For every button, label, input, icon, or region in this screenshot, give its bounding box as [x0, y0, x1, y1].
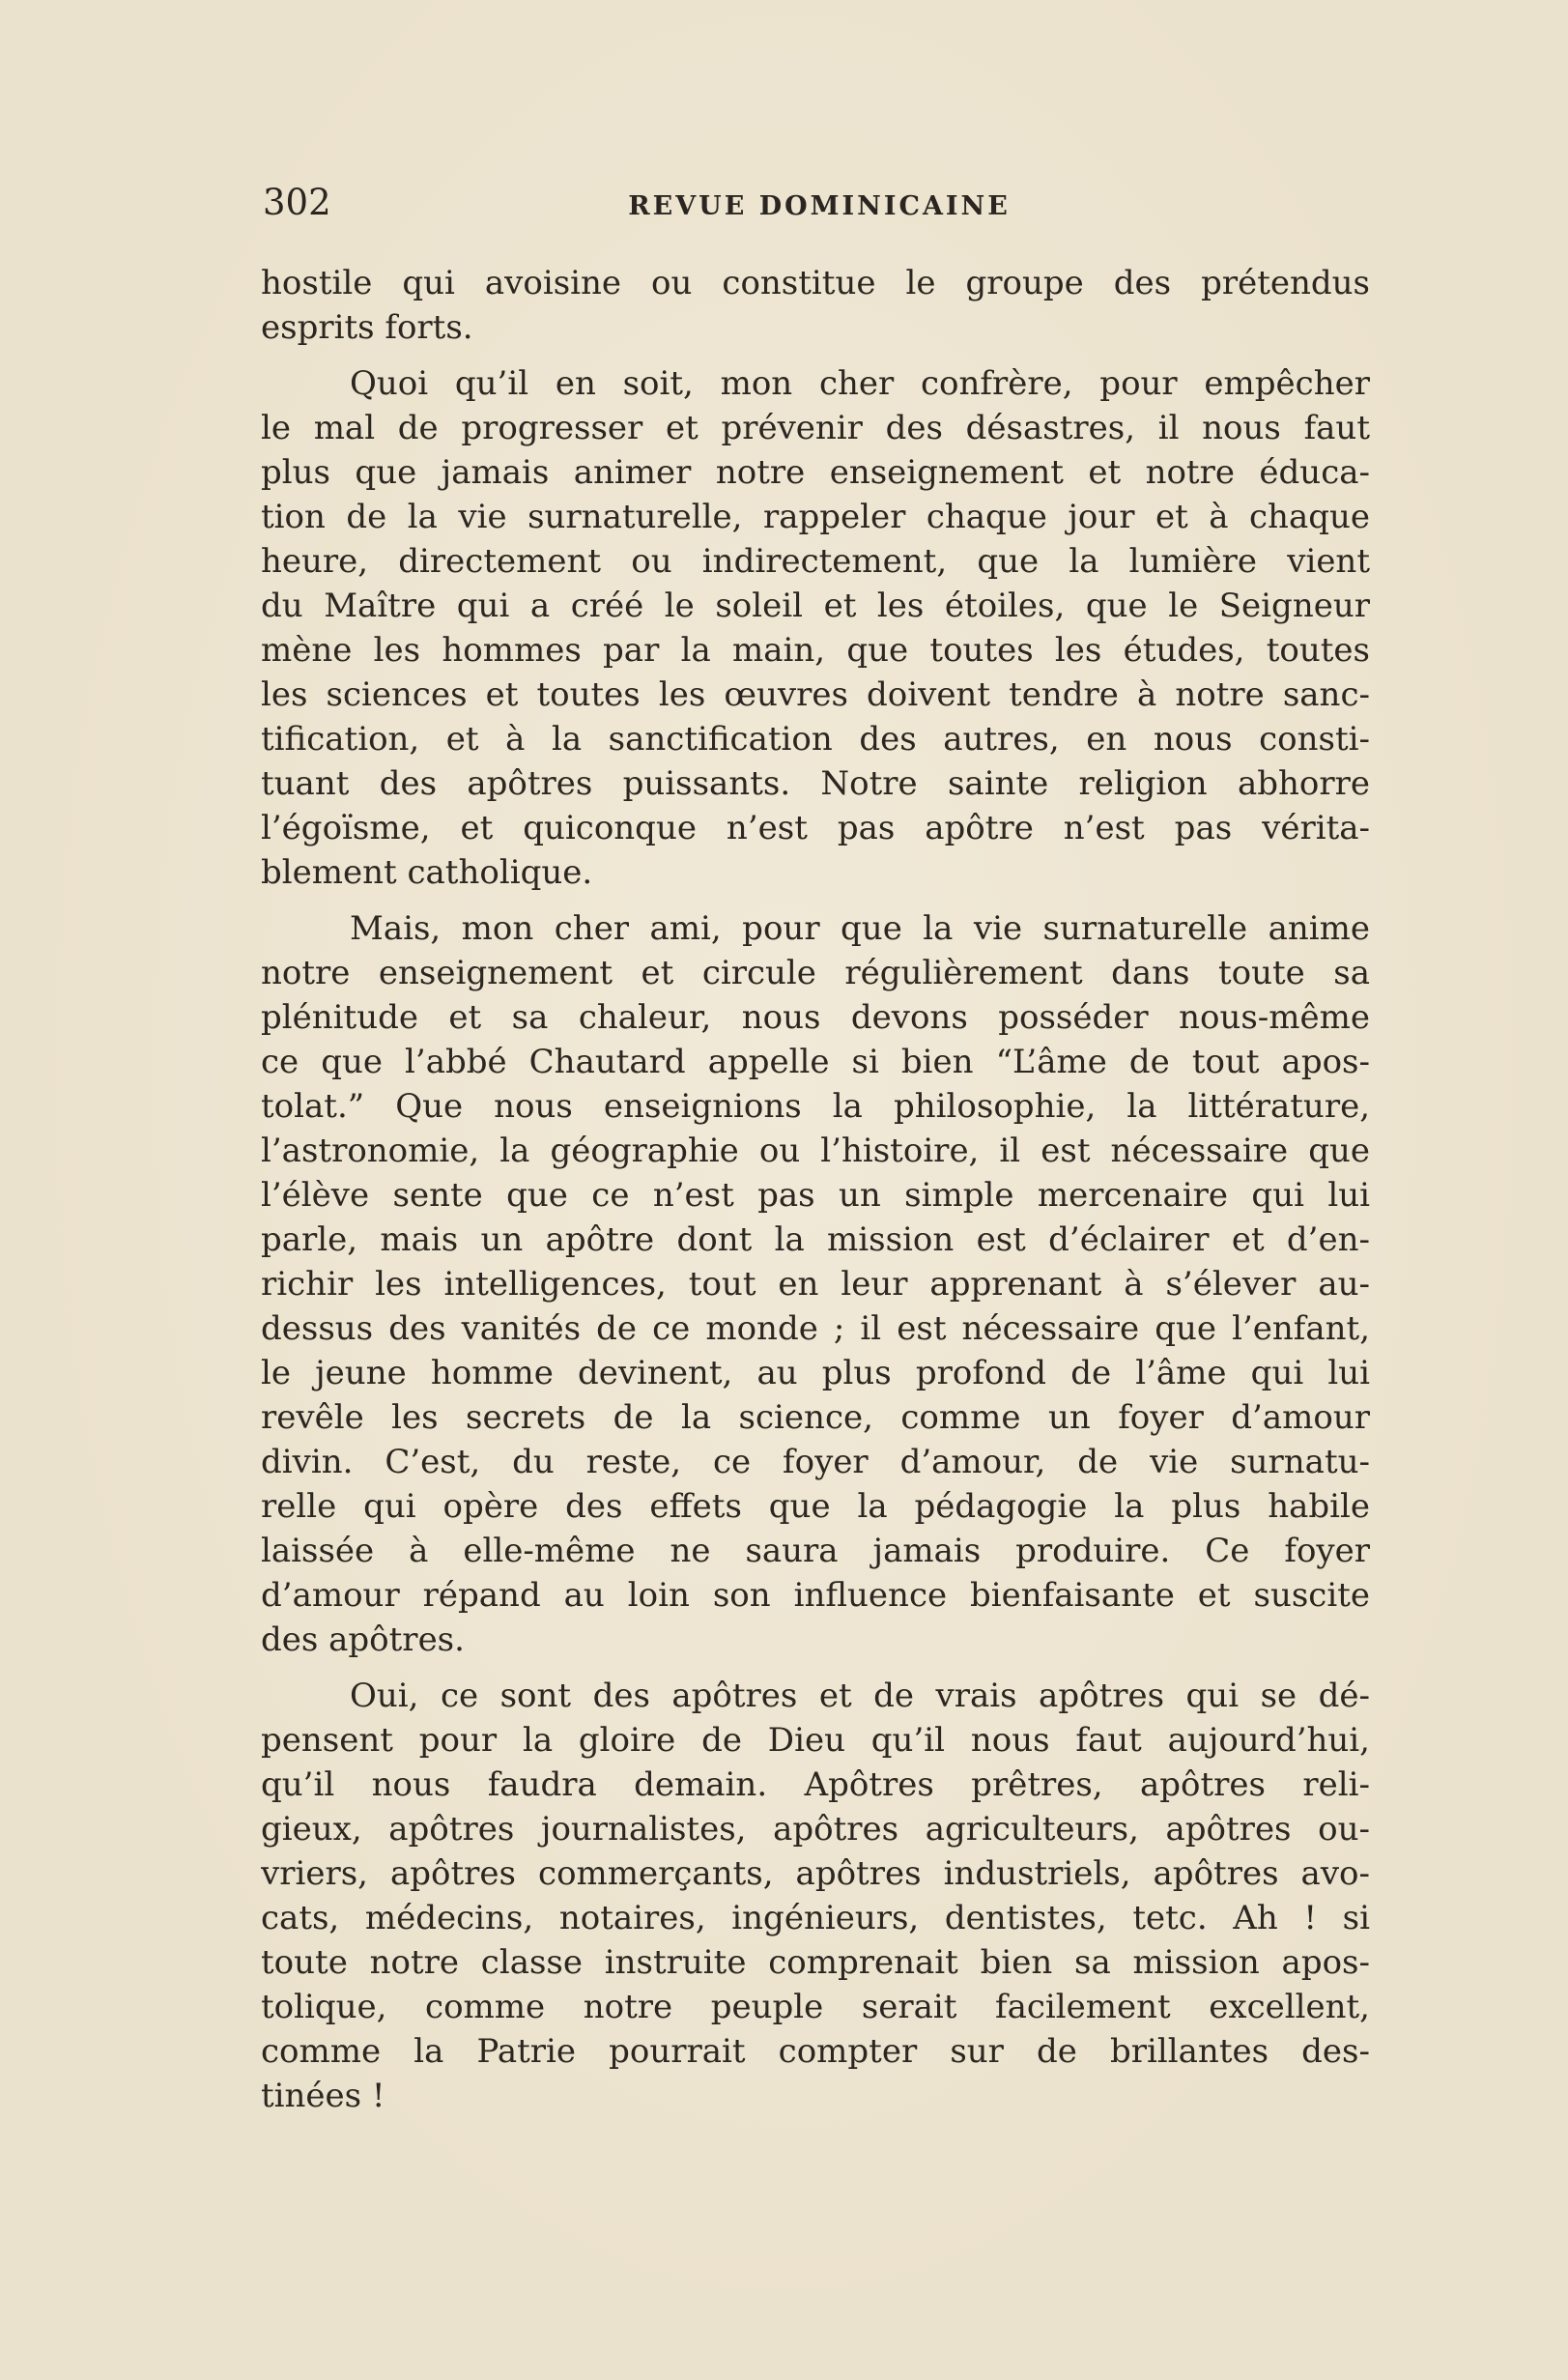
text-line: d’amour répand au loin son influence bienfaisante et suscite	[261, 1576, 1370, 1615]
text-line: plénitude et sa chaleur, nous devons posséder nous-même	[261, 998, 1370, 1037]
text-line: blement catholique.	[261, 853, 593, 892]
text-line: Mais, mon cher ami, pour que la vie surnaturelle anime	[350, 909, 1370, 948]
text-line: plus que jamais animer notre enseignement et notre éduca-	[261, 453, 1370, 492]
text-line: divin. C’est, du reste, ce foyer d’amour, de vie surnatu-	[261, 1443, 1370, 1481]
body-text	[261, 261, 1370, 2118]
running-title: REVUE DOMINICAINE	[628, 191, 1011, 221]
text-line: tolat.” Que nous enseignions la philosophie, la littérature,	[261, 1087, 1370, 1126]
text-line: cats, médecins, notaires, ingénieurs, dentistes, tetc. Ah ! si	[261, 1899, 1370, 1937]
text-line: heure, directement ou indirectement, que la lumière vient	[261, 542, 1370, 581]
text-line: qu’il nous faudra demain. Apôtres prêtres, apôtres reli-	[261, 1765, 1370, 1804]
text-line: comme la Patrie pourrait compter sur de brillantes des-	[261, 2032, 1370, 2071]
text-line: Oui, ce sont des apôtres et de vrais apôtres qui se dé-	[350, 1677, 1370, 1715]
text-line: l’élève sente que ce n’est pas un simple mercenaire qui lui	[261, 1176, 1370, 1215]
text-line: du Maître qui a créé le soleil et les étoiles, que le Seigneur	[261, 587, 1370, 625]
text-line: dessus des vanités de ce monde ; il est nécessaire que l’enfant,	[261, 1309, 1370, 1348]
text-line: pensent pour la gloire de Dieu qu’il nous faut aujourd’hui,	[261, 1721, 1370, 1760]
paragraph-gap	[261, 895, 1370, 906]
text-line: esprits forts.	[261, 308, 473, 347]
text-line: tuant des apôtres puissants. Notre sainte religion abhorre	[261, 764, 1370, 803]
text-line: laissée à elle-même ne saura jamais produire. Ce foyer	[261, 1532, 1370, 1570]
text-line: le jeune homme devinent, au plus profond de l’âme qui lui	[261, 1354, 1370, 1392]
text-line: vriers, apôtres commerçants, apôtres industriels, apôtres avo-	[261, 1854, 1370, 1893]
paragraph	[261, 1674, 1370, 2118]
text-line: revêle les secrets de la science, comme un foyer d’amour	[261, 1398, 1370, 1437]
paragraph	[261, 261, 1370, 350]
text-line: relle qui opère des effets que la pédagogie la plus habile	[261, 1487, 1370, 1526]
text-line: tinées !	[261, 2077, 385, 2115]
text-line: gieux, apôtres journalistes, apôtres agriculteurs, apôtres ou-	[261, 1810, 1370, 1849]
text-line: richir les intelligences, tout en leur apprenant à s’élever au-	[261, 1265, 1370, 1304]
text-line: tion de la vie surnaturelle, rappeler chaque jour et à chaque	[261, 498, 1370, 536]
paragraph-gap	[261, 350, 1370, 361]
text-line: des apôtres.	[261, 1620, 465, 1659]
text-line: l’égoïsme, et quiconque n’est pas apôtre n’est pas vérita-	[261, 809, 1370, 847]
text-line: parle, mais un apôtre dont la mission est d’éclairer et d’en-	[261, 1220, 1370, 1259]
text-line: l’astronomie, la géographie ou l’histoire, il est nécessaire que	[261, 1132, 1370, 1170]
text-line: hostile qui avoisine ou constitue le groupe des prétendus	[261, 264, 1370, 302]
text-line: notre enseignement et circule régulièrement dans toute sa	[261, 954, 1370, 992]
text-line: tification, et à la sanctification des autres, en nous consti-	[261, 720, 1370, 759]
text-line: toute notre classe instruite comprenait bien sa mission apos-	[261, 1943, 1370, 1982]
page-number: 302	[263, 182, 331, 223]
text-line: tolique, comme notre peuple serait facilement excellent,	[261, 1988, 1370, 2026]
paragraph	[261, 361, 1370, 895]
paragraph-gap	[261, 1662, 1370, 1674]
text-line: Quoi qu’il en soit, mon cher confrère, pour empêcher	[350, 364, 1370, 403]
text-line: les sciences et toutes les œuvres doivent tendre à notre sanc-	[261, 675, 1370, 714]
text-line: mène les hommes par la main, que toutes les études, toutes	[261, 631, 1370, 670]
paragraph	[261, 906, 1370, 1662]
text-line: le mal de progresser et prévenir des désastres, il nous faut	[261, 409, 1370, 447]
text-line: ce que l’abbé Chautard appelle si bien “L’âme de tout apos-	[261, 1043, 1370, 1081]
page-header	[263, 174, 1376, 232]
